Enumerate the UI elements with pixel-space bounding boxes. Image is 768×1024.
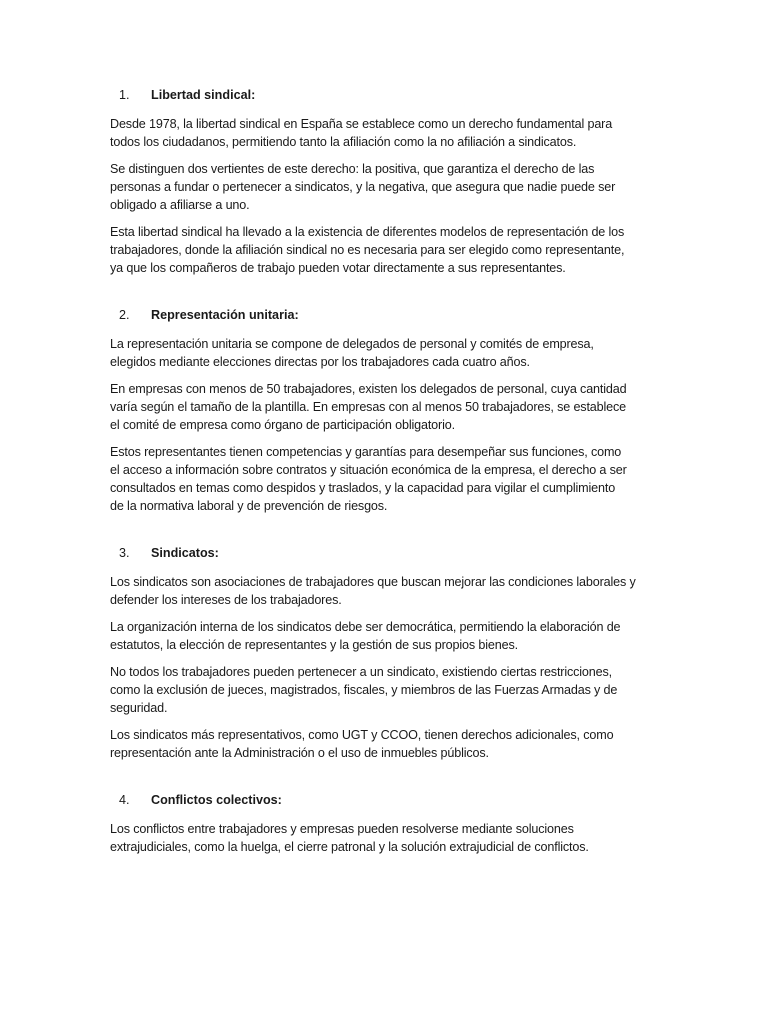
section-heading	[110, 544, 660, 562]
paragraph: Desde 1978, la libertad sindical en España se establece como un derecho fundamental para todos los ciudadanos, permitiendo tanto la afiliación como la no afiliación a sindicatos.	[110, 117, 613, 149]
section-libertad-sindical	[110, 86, 660, 277]
section-heading	[110, 86, 660, 104]
section-number: 1.	[119, 88, 130, 102]
section-conflictos-colectivos	[110, 791, 660, 856]
section-title: Libertad sindical:	[151, 88, 256, 102]
paragraph: Los sindicatos son asociaciones de trabajadores que buscan mejorar las condiciones laborales y defender los intereses de los trabajadores.	[110, 575, 636, 607]
paragraph: Los conflictos entre trabajadores y empresas pueden resolverse mediante soluciones extrajudiciales, como la huelga, el cierre patronal y la solución extrajudicial de conflictos.	[110, 822, 589, 854]
section-number: 3.	[119, 546, 130, 560]
section-title: Conflictos colectivos:	[151, 793, 282, 807]
paragraph: Esta libertad sindical ha llevado a la existencia de diferentes modelos de representación de los trabajadores, donde la afiliación sindical no es necesaria para ser elegido como representante, ya que los compañeros de trabajo pueden votar directamente a sus representantes.	[110, 225, 625, 275]
paragraph: Se distinguen dos vertientes de este derecho: la positiva, que garantiza el derecho de las personas a fundar o pertenecer a sindicatos, y la negativa, que asegura que nadie puede ser obligado a afiliarse a uno.	[110, 162, 616, 212]
section-sindicatos	[110, 544, 660, 762]
paragraph: Los sindicatos más representativos, como UGT y CCOO, tienen derechos adicionales, como representación ante la Administración o el uso de inmuebles públicos.	[110, 728, 614, 760]
paragraph: La organización interna de los sindicatos debe ser democrática, permitiendo la elaboración de estatutos, la elección de representantes y la gestión de sus propios bienes.	[110, 620, 621, 652]
paragraph: La representación unitaria se compone de delegados de personal y comités de empresa, elegidos mediante elecciones directas por los trabajadores cada cuatro años.	[110, 337, 594, 369]
section-representacion-unitaria	[110, 306, 660, 515]
section-title: Sindicatos:	[151, 546, 219, 560]
section-heading	[110, 306, 660, 324]
document-body	[110, 86, 660, 856]
section-number: 4.	[119, 793, 130, 807]
paragraph: No todos los trabajadores pueden pertenecer a un sindicato, existiendo ciertas restricciones, como la exclusión de jueces, magistrados, fiscales, y miembros de las Fuerzas Armadas y de seguridad.	[110, 665, 618, 715]
section-heading	[110, 791, 660, 809]
section-title: Representación unitaria:	[151, 308, 299, 322]
paragraph: En empresas con menos de 50 trabajadores, existen los delegados de personal, cuya cantidad varía según el tamaño de la plantilla. En empresas con al menos 50 trabajadores, se establece el comité de empresa como órgano de participación obligatorio.	[110, 382, 627, 432]
section-number: 2.	[119, 308, 130, 322]
paragraph: Estos representantes tienen competencias y garantías para desempeñar sus funciones, como el acceso a información sobre contratos y situación económica de la empresa, el derecho a ser consultados en temas como despidos y traslados, y la capacidad para vigilar el cumplimiento de la normativa laboral y de prevención de riesgos.	[110, 445, 627, 513]
